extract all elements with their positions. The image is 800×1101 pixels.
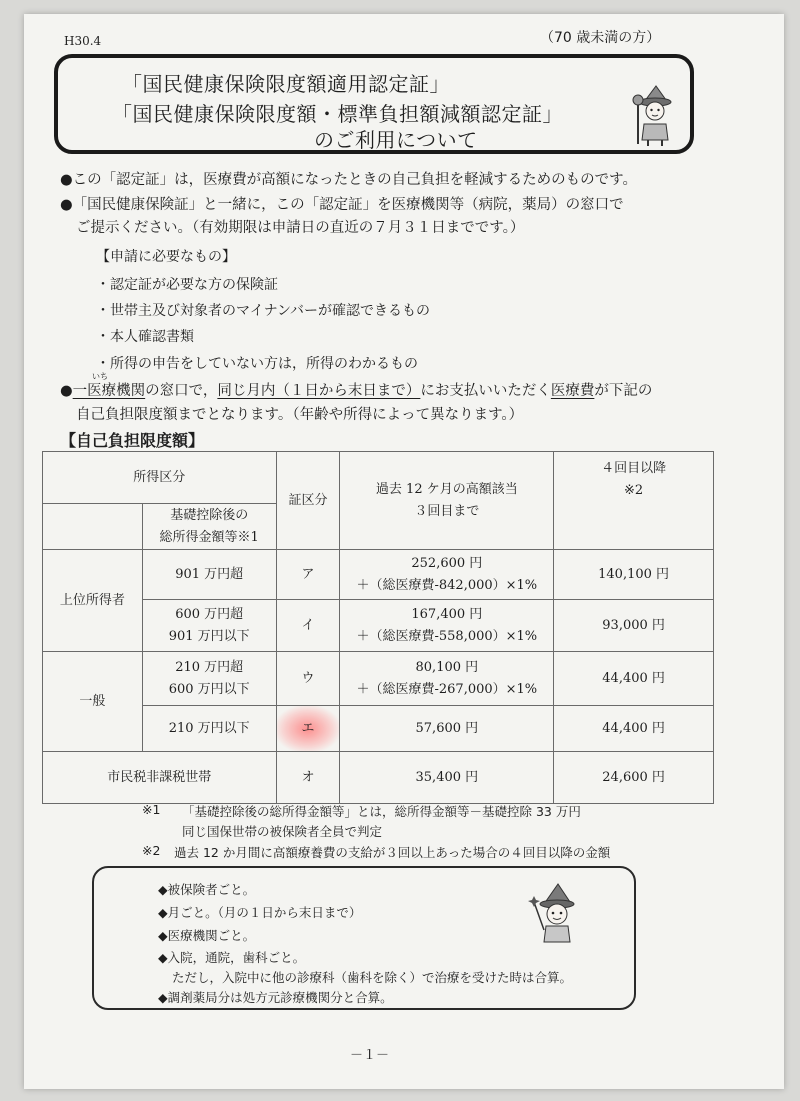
info-box [92, 866, 636, 1010]
header-first-three-line: ３回目まで [414, 503, 480, 519]
bullet-present-line2: ご提示ください。（有効期限は申請日の直近の７月３１日までです。） [76, 220, 525, 236]
fourth-plus-cell: 140,100 円 [554, 550, 714, 600]
ruby-annotation: いち [92, 372, 108, 381]
title-line-1: 「国民健康保険限度額適用認定証」 [122, 72, 450, 96]
income-cell: 210 万円以下 [142, 706, 276, 752]
cert-cell: オ [276, 752, 340, 804]
bullet-same-month-line1 [60, 379, 652, 400]
page-number: －１－ [350, 1048, 390, 1063]
first-three-cell [340, 550, 554, 600]
header-fourth-plus-line: ４回目以降 [601, 461, 667, 476]
bullet-present-line1: ●「国民健康保険証」と一緒に，この「認定証」を医療機関等（病院，薬局）の窓口で [60, 197, 624, 213]
cert-cell: イ [276, 600, 340, 652]
mascot-illustration [630, 84, 680, 148]
title-box [54, 54, 694, 154]
info-item: ◆調剤薬局分は処方元診療機関分と合算。 [158, 990, 393, 1005]
first-three-cell: 57,600 円 [340, 706, 554, 752]
header-income-sub [142, 504, 276, 550]
info-item: ◆入院，通院，歯科ごと。 [158, 950, 306, 965]
requirement-item: ・世帯主及び対象者のマイナンバーが確認できるもの [96, 303, 431, 319]
table-row [43, 752, 714, 804]
header-income-category: 所得区分 [43, 452, 277, 504]
income-cell: 901 万円超 [142, 550, 276, 600]
header-income-sub-line: 基礎控除後の [170, 507, 249, 523]
note-1-line1: 「基礎控除後の総所得金額等」とは，総所得金額等－基礎控除 33 万円 [182, 804, 581, 819]
table-row [43, 652, 714, 706]
note-1-mark: ※1 [142, 802, 161, 817]
amount-base: 252,600 円 [411, 555, 483, 571]
first-three-cell [340, 652, 554, 706]
first-three-cell [340, 600, 554, 652]
info-item-note: ただし，入院中に他の診療科（歯科を除く）で治療を受けた時は合算。 [172, 970, 573, 985]
fourth-plus-cell: 24,600 円 [554, 752, 714, 804]
income-cell [142, 652, 276, 706]
amount-base: 167,400 円 [411, 606, 483, 622]
date-code: H30.4 [64, 34, 102, 48]
amount-formula: ＋（総医療費-842,000）×1% [356, 577, 538, 593]
table-row [43, 550, 714, 600]
info-item: ◆被保険者ごと。 [158, 882, 256, 897]
header-first-three [340, 452, 554, 550]
note-1-line2: 同じ国保世帯の被保険者全員で判定 [182, 824, 383, 839]
bullet-mark: ● [60, 383, 73, 399]
fourth-plus-cell: 93,000 円 [554, 600, 714, 652]
fourth-plus-cell: 44,400 円 [554, 652, 714, 706]
income-line: 600 万円以下 [168, 681, 250, 697]
mascot-illustration [528, 882, 584, 948]
limits-section-title: 【自己負担限度額】 [60, 431, 205, 450]
header-fourth-plus-line: ※2 [624, 483, 644, 498]
medical-cost-text: 医療費 [550, 383, 595, 399]
income-cell [142, 600, 276, 652]
limits-table [42, 451, 714, 804]
requirement-item: ・本人確認書類 [96, 329, 194, 345]
requirements-heading: 【申請に必要なもの】 [96, 249, 236, 265]
group-general: 一般 [43, 652, 143, 752]
header-cert-category: 証区分 [276, 452, 340, 550]
info-item: ◆医療機関ごと。 [158, 928, 256, 943]
group-exempt: 市民税非課税世帯 [43, 752, 277, 804]
bullet-purpose: ●この「認定証」は，医療費が高額になったときの自己負担を軽減するためのものです。 [60, 172, 637, 188]
amount-base: 80,100 円 [415, 659, 479, 675]
target-group-label: （70 歳未満の方） [540, 30, 661, 46]
first-three-cell: 35,400 円 [340, 752, 554, 804]
income-line: 210 万円超 [175, 659, 244, 675]
below-text: が下記の [594, 383, 653, 399]
group-upper: 上位所得者 [43, 550, 143, 652]
header-first-three-line: 過去 12 ケ月の高額該当 [375, 481, 518, 497]
payment-text: にお支払いいただく [420, 383, 551, 399]
single-institution-text: 一医療機関 [72, 383, 146, 399]
note-2-mark: ※2 [142, 843, 161, 858]
amount-formula: ＋（総医療費-267,000）×1% [356, 681, 538, 697]
header-income-sub-line: 総所得金額等※1 [159, 529, 259, 545]
header-blank-cell [43, 504, 143, 550]
title-line-2: 「国民健康保険限度額・標準負担額減額認定証」 [112, 102, 563, 126]
requirement-item: ・認定証が必要な方の保険証 [96, 277, 278, 293]
window-text: の窓口で， [145, 383, 218, 399]
income-line: 600 万円超 [175, 606, 244, 622]
cert-cell-highlighted: エ [276, 706, 340, 752]
table-row [43, 706, 714, 752]
cert-cell: ウ [276, 652, 340, 706]
requirement-item: ・所得の申告をしていない方は，所得のわかるもの [96, 356, 418, 372]
bullet-same-month-line2: 自己負担限度額までとなります。（年齢や所得によって異なります。） [76, 407, 524, 423]
info-item: ◆月ごと。（月の１日から末日まで） [158, 905, 362, 920]
header-fourth-plus [554, 452, 714, 550]
amount-formula: ＋（総医療費-558,000）×1% [356, 628, 538, 644]
same-month-text: 同じ月内（１日から末日まで） [217, 383, 421, 399]
cert-cell: ア [276, 550, 340, 600]
fourth-plus-cell: 44,400 円 [554, 706, 714, 752]
income-line: 901 万円以下 [168, 628, 250, 644]
note-2-line1: 過去 12 か月間に高額療養費の支給が３回以上あった場合の４回目以降の金額 [174, 845, 611, 860]
title-line-3: のご利用について [314, 128, 478, 152]
table-row [43, 600, 714, 652]
